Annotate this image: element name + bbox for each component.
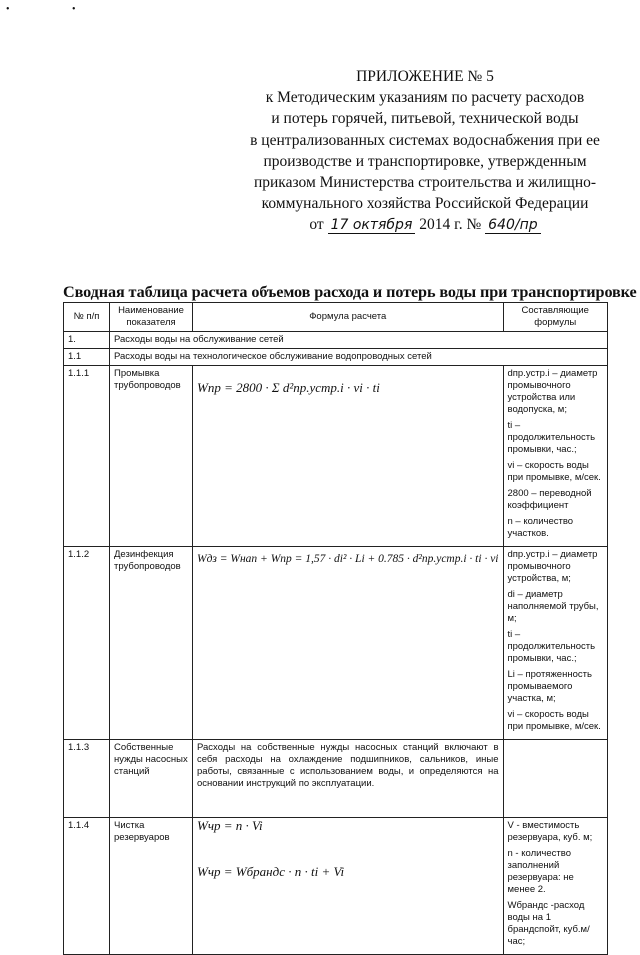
component-item: dпр.устр.i – диаметр промывочного устройства, м;	[507, 549, 598, 584]
row-formula	[193, 366, 504, 547]
appendix-line: производстве и транспортировке, утвержденным	[263, 152, 587, 170]
table-row	[64, 349, 608, 366]
component-item: n - количество заполнений резервуара: не менее 2.	[507, 848, 574, 895]
appendix-date-line	[240, 214, 610, 236]
appendix-line: и потерь горячей, питьевой, технической воды	[271, 110, 579, 128]
row-num: 1.1.2	[64, 547, 110, 740]
row-name: Дезинфекция трубопроводов	[110, 547, 193, 740]
row-num: 1.1.1	[64, 366, 110, 547]
component-item: ti – продолжительность промывки, час.;	[507, 420, 596, 455]
row-formula	[193, 547, 504, 740]
row-components	[503, 366, 608, 547]
component-item: dпр.устр.i – диаметр промывочного устройства или водопуска, м;	[507, 368, 598, 415]
row-formula	[193, 818, 504, 955]
row-num: 1.1.4	[64, 818, 110, 955]
handwritten-date: 17 октября	[328, 217, 416, 234]
appendix-header	[240, 66, 610, 237]
appendix-line: в централизованных системах водоснабжения при ее	[250, 131, 600, 149]
table-row	[64, 818, 608, 955]
row-components-empty	[503, 740, 608, 818]
row-formula-text: Расходы на собственные нужды насосных станций включают в себя расходы на охлаждение подшипников, сальников, иные работы, связанные с использованием воды, и определяются на основании инструкций по эксплуатации.	[193, 740, 504, 818]
appendix-line: к Методическим указаниям по расчету расходов	[265, 89, 585, 107]
component-item: di – диаметр наполняемой трубы, м;	[507, 589, 599, 624]
row-num: 1.1	[64, 349, 110, 366]
handwritten-number: 640/пр	[485, 217, 540, 234]
component-item: n – количество участков.	[507, 516, 574, 539]
row-components	[503, 547, 608, 740]
component-item: vi – скорость воды при промывке, м/сек.	[507, 709, 601, 732]
row-name: Чистка резервуаров	[110, 818, 193, 955]
table-title: Сводная таблица расчета объемов расхода и потерь воды при транспортировке	[63, 283, 637, 301]
scan-marks: • •	[6, 4, 106, 15]
component-item: ti – продолжительность промывки, час.;	[507, 629, 596, 664]
header-name: Наименование показателя	[110, 303, 193, 332]
table-row	[64, 366, 608, 547]
table-row	[64, 332, 608, 349]
formula-cleaning-2: Wчр = Wбрандс · n · ti + Vi	[197, 864, 345, 879]
table-row	[64, 740, 608, 818]
formula-cleaning-1: Wчр = n · Vi	[197, 818, 263, 833]
formula-flushing: Wпр = 2800 · Σ d²пр.устр.i · vi · ti	[197, 380, 380, 395]
table-row	[64, 547, 608, 740]
header-components: Составляющие формулы	[503, 303, 608, 332]
from-label: от	[309, 216, 324, 234]
component-item: 2800 – переводной коэффициент	[507, 488, 592, 511]
table-header-row	[64, 303, 608, 332]
row-name: Собственные нужды насосных станций	[110, 740, 193, 818]
header-num: № п/п	[64, 303, 110, 332]
row-name: Промывка трубопроводов	[110, 366, 193, 547]
formula-disinfection: Wдз = Wнап + Wпр = 1,57 · di² · Li + 0.785 · d²пр.устр.i · ti · vi	[197, 553, 499, 565]
appendix-line: коммунального хозяйства Российской Федерации	[261, 195, 589, 213]
summary-table	[63, 302, 608, 955]
year-label: 2014 г. №	[419, 216, 482, 234]
row-section-text: Расходы воды на технологическое обслуживание водопроводных сетей	[110, 349, 608, 366]
row-num: 1.1.3	[64, 740, 110, 818]
row-num: 1.	[64, 332, 110, 349]
component-item: vi – скорость воды при промывке, м/сек.	[507, 460, 601, 483]
row-components	[503, 818, 608, 955]
appendix-line: приказом Министерства строительства и жилищно-	[253, 174, 597, 192]
row-section-text: Расходы воды на обслуживание сетей	[110, 332, 608, 349]
appendix-title: ПРИЛОЖЕНИЕ № 5	[356, 68, 494, 85]
component-item: V - вместимость резервуара, куб. м;	[507, 820, 593, 843]
component-item: Wбрандс -расход воды на 1 брандспойт, куб.м/час;	[507, 900, 590, 947]
component-item: Li – протяженность промываемого участка, м;	[507, 669, 592, 704]
header-formula: Формула расчета	[193, 303, 504, 332]
